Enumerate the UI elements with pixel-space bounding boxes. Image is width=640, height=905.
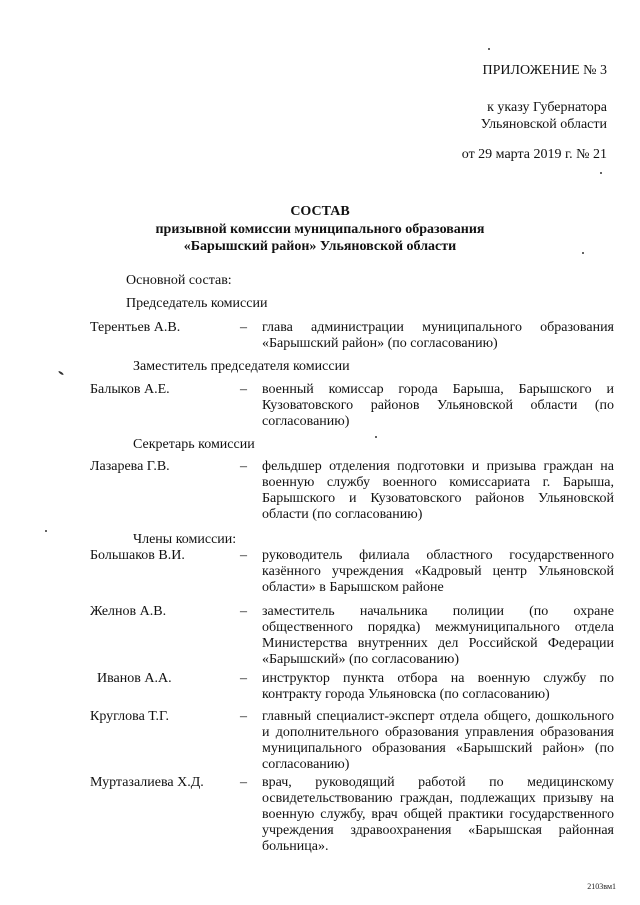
scan-artifact: [58, 370, 64, 375]
member-position: руководитель филиала областного государственного казённого учреждения «Кадровый центр Ульяновской области» в Барышском районе: [262, 548, 614, 595]
member-name: Терентьев А.В.: [90, 320, 181, 335]
member-position: врач, руководящий работой по медицинскому освидетельствованию граждан, подлежащих призыву на военную службу, врач общей практики государственного учреждения здравоохранения «Барышская районная больница».: [262, 775, 614, 854]
document-code: 2103вм1: [587, 882, 616, 891]
section-secretary: Секретарь комиссии: [133, 437, 255, 452]
member-position: заместитель начальника полиции (по охране общественного порядка) межмуниципального отдела Министерства внутренних дел Российской Федерации «Барышский» (по согласованию): [262, 604, 614, 667]
member-name: Муртазалиева Х.Д.: [90, 775, 204, 790]
scan-artifact: [375, 436, 377, 438]
scan-artifact: [488, 48, 490, 50]
scan-artifact: [582, 252, 584, 254]
section-deputy-chairman: Заместитель председателя комиссии: [133, 359, 350, 374]
document-title: СОСТАВ: [290, 204, 350, 219]
dash-separator: –: [240, 709, 247, 724]
dash-separator: –: [240, 604, 247, 619]
member-name: Лазарева Г.В.: [90, 459, 170, 474]
scan-artifact: [600, 172, 602, 174]
dash-separator: –: [240, 459, 247, 474]
appendix-number: ПРИЛОЖЕНИЕ № 3: [482, 63, 607, 78]
document-subtitle-line2: «Барышский район» Ульяновской области: [183, 239, 457, 254]
decree-reference-line1: к указу Губернатора: [487, 100, 607, 115]
member-name: Круглова Т.Г.: [90, 709, 169, 724]
member-position: военный комиссар города Барыша, Барышского и Кузоватовского районов Ульяновской области (по согласованию): [262, 382, 614, 429]
section-chairman: Председатель комиссии: [126, 296, 268, 311]
decree-date: от 29 марта 2019 г. № 21: [461, 147, 607, 162]
member-name: Иванов А.А.: [97, 671, 172, 686]
decree-reference-line2: Ульяновской области: [480, 117, 607, 132]
section-members: Члены комиссии:: [133, 532, 237, 547]
dash-separator: –: [240, 548, 247, 563]
dash-separator: –: [240, 382, 247, 397]
dash-separator: –: [240, 775, 247, 790]
section-main-composition: Основной состав:: [126, 273, 232, 288]
dash-separator: –: [240, 320, 247, 335]
member-position: инструктор пункта отбора на военную службу по контракту города Ульяновска (по согласованию): [262, 671, 614, 702]
member-name: Желнов А.В.: [90, 604, 167, 619]
document-subtitle-line1: призывной комиссии муниципального образования: [155, 222, 485, 237]
member-name: Балыков А.Е.: [90, 382, 170, 397]
dash-separator: –: [240, 671, 247, 686]
member-position: фельдшер отделения подготовки и призыва граждан на военную службу военного комиссариата г. Барыша, Барышского и Кузоватовского районов Ульяновской области (по согласованию): [262, 459, 614, 522]
member-position: глава администрации муниципального образования «Барышский район» (по согласованию): [262, 320, 614, 351]
member-name: Большаков В.И.: [90, 548, 185, 563]
scan-artifact: [45, 530, 47, 532]
member-position: главный специалист-эксперт отдела общего, дошкольного и дополнительного образования управления образования муниципального образования «Барышский район» (по согласованию): [262, 709, 614, 772]
